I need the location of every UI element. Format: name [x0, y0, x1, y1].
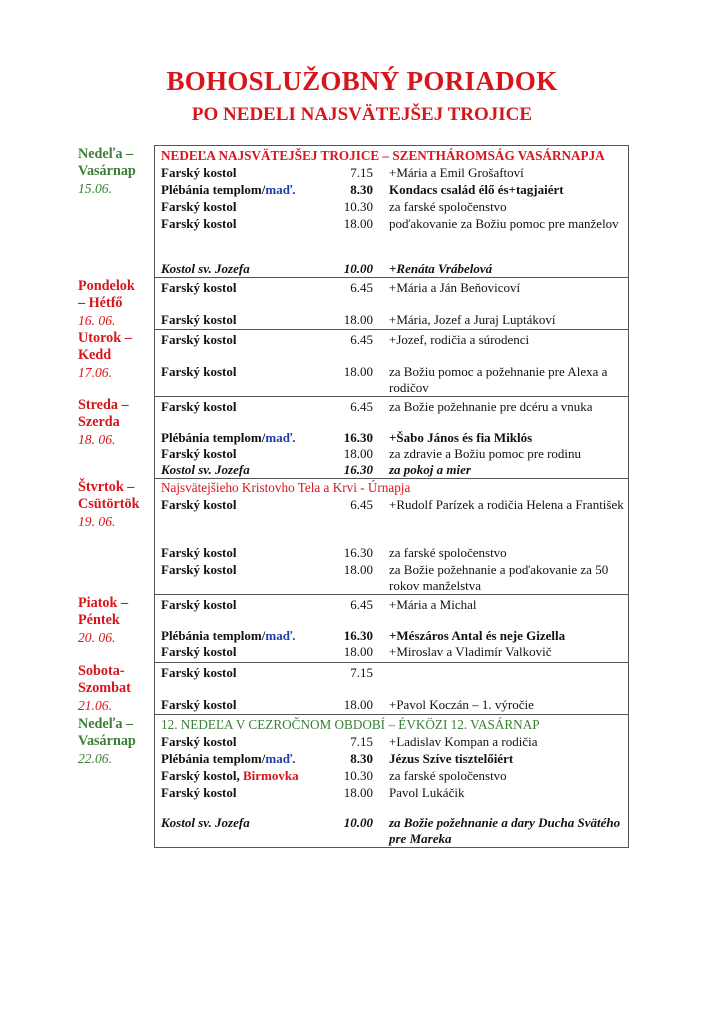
day-block-wednesday: Farský kostol 6.45 za Božie požehnanie pre dcéru a vnuka Plébánia templom/maď. 16.30 +Šabo János és fia Miklós Farský kostol 18.00 za zdravie a Božiu pomoc pre rodinu Kostol sv. Jozefa 16.30 za pokoj a mier [154, 396, 629, 478]
feast-header: 12. NEDEĽA V CEZROČNOM OBDOBÍ – ÉVKÖZI 12. VASÁRNAP [161, 717, 540, 732]
day-label-sunday-2: Nedeľa – Vasárnap 22.06. [78, 716, 136, 766]
day-block-sunday-2: 12. NEDEĽA V CEZROČNOM OBDOBÍ – ÉVKÖZI 12. VASÁRNAP Farský kostol 7.15 +Ladislav Kompan a rodičia Plébánia templom/maď. 8.30 Jézus Szíve tisztelőiért Farský kostol, Birmovka 10.30 za farské spoločenstvo Farský kostol 18.00 Pavol Lukáčik Kostol sv. Jozefa 10.00 za Božie požehnanie a dary Ducha Svätého pre Mareka [154, 714, 629, 848]
day-block-sunday-1: NEDEĽA NAJSVÄTEJŠEJ TROJICE – SZENTHÁROMSÁG VASÁRNAPJA Farský kostol 7.15 +Mária a Emil Grošaftoví Plébánia templom/maď. 8.30 Kondacs család élő és+tagjaiért Farský kostol 10.30 za farské spoločenstvo Farský kostol 18.00 poďakovanie za Božiu pomoc pre manželov Kostol sv. Jozefa 10.00 +Renáta Vrábelová [154, 145, 629, 277]
feast-header: NEDEĽA NAJSVÄTEJŠEJ TROJICE – SZENTHÁROMSÁG VASÁRNAPJA [161, 148, 605, 163]
feast-header: Najsvätejšieho Kristovho Tela a Krvi - Úrnapja [161, 480, 411, 495]
day-label-thursday: Štvrtok – Csütörtök 19. 06. [78, 479, 140, 529]
day-block-tuesday: Farský kostol 6.45 +Jozef, rodičia a súrodenci Farský kostol 18.00 za Božiu pomoc a požehnanie pre Alexa a rodičov [154, 329, 629, 396]
day-block-thursday: Najsvätejšieho Kristovho Tela a Krvi - Úrnapja Farský kostol 6.45 +Rudolf Parízek a rodičia Helena a František Farský kostol 16.30 za farské spoločenstvo Farský kostol 18.00 za Božie požehnanie a poďakovanie za 50 rokov manželstva [154, 478, 629, 594]
day-label-wednesday: Streda – Szerda 18. 06. [78, 397, 129, 447]
day-label-saturday: Sobota- Szombat 21.06. [78, 663, 131, 713]
day-label-friday: Piatok – Péntek 20. 06. [78, 595, 129, 645]
page-subtitle: PO NEDELI NAJSVÄTEJŠEJ TROJICE [191, 104, 533, 125]
day-label-sunday-1: Nedeľa – Vasárnap 15.06. [78, 146, 136, 196]
page-title: BOHOSLUŽOBNÝ PORIADOK [166, 66, 558, 96]
day-block-saturday: Farský kostol 7.15 Farský kostol 18.00 +Pavol Koczán – 1. výročie [154, 662, 629, 714]
day-block-monday: Farský kostol 6.45 +Mária a Ján Beňovicoví Farský kostol 18.00 +Mária, Jozef a Juraj Luptákoví [154, 277, 629, 329]
day-label-monday: Pondelok – Hétfő 16. 06. [78, 278, 135, 328]
day-block-friday: Farský kostol 6.45 +Mária a Michal Plébánia templom/maď. 16.30 +Mészáros Antal és neje Gizella Farský kostol 18.00 +Miroslav a Vladimír Valkovič [154, 594, 629, 662]
day-label-tuesday: Utorok – Kedd 17.06. [78, 330, 132, 380]
